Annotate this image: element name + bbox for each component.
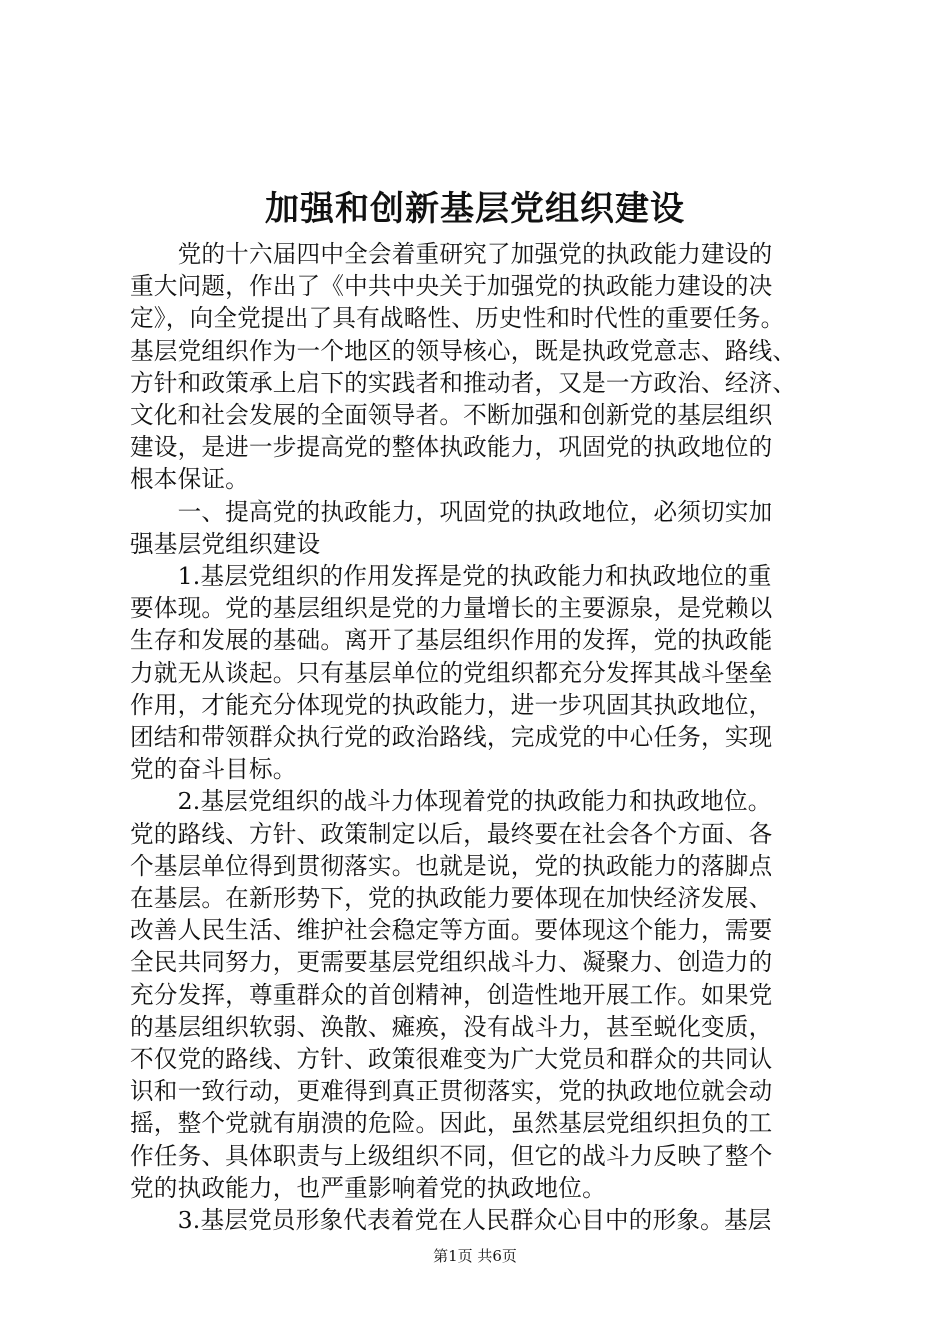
text-line: 3.基层党员形象代表着党在人民群众心目中的形象。基层 (130, 1206, 772, 1234)
text-line: 不仅党的路线、方针、政策很难变为广大党员和群众的共同认 (130, 1045, 773, 1073)
text-line: 党的路线、方针、政策制定以后，最终要在社会各个方面、各 (130, 819, 773, 848)
text-line: 定》，向全党提出了具有战略性、历史性和时代性的重要任务。 (130, 304, 785, 333)
text-line: 2.基层党组织的战斗力体现着党的执政能力和执政地位。 (130, 787, 772, 816)
text-line: 建设，是进一步提高党的整体执政能力，巩固党的执政地位的 (130, 433, 773, 462)
text-line: 根本保证。 (130, 465, 249, 494)
text-line: 作任务、具体职责与上级组织不同，但它的战斗力反映了整个 (130, 1141, 773, 1170)
text-line: 党的十六届四中全会着重研究了加强党的执政能力建设的 (130, 240, 773, 268)
text-line: 党的执政能力，也严重影响着党的执政地位。 (130, 1173, 606, 1202)
text-line: 1.基层党组织的作用发挥是党的执政能力和执政地位的重 (130, 562, 772, 590)
text-line: 团结和带领群众执行党的政治路线，完成党的中心任务，实现 (130, 723, 773, 751)
text-line: 要体现。党的基层组织是党的力量增长的主要源泉，是党赖以 (130, 594, 773, 623)
text-line: 个基层单位得到贯彻落实。也就是说，党的执政能力的落脚点 (130, 851, 773, 880)
text-line: 生存和发展的基础。离开了基层组织作用的发挥，党的执政能 (130, 626, 773, 655)
text-line: 力就无从谈起。只有基层单位的党组织都充分发挥其战斗堡垒 (130, 658, 773, 687)
text-line: 改善人民生活、维护社会稳定等方面。要体现这个能力，需要 (130, 916, 773, 945)
text-line: 党的奋斗目标。 (130, 755, 297, 784)
text-line: 强基层党组织建设 (130, 529, 321, 558)
text-line: 在基层。在新形势下，党的执政能力要体现在加快经济发展、 (130, 884, 773, 912)
text-line: 作用，才能充分体现党的执政能力，进一步巩固其执政地位， (130, 690, 773, 719)
text-line: 识和一致行动，更难得到真正贯彻落实，党的执政地位就会动 (130, 1077, 773, 1106)
page-footer: 第1页 共6页 (433, 1247, 517, 1265)
text-line: 全民共同努力，更需要基层党组织战斗力、凝聚力、创造力的 (130, 948, 773, 977)
text-line: 充分发挥，尊重群众的首创精神，创造性地开展工作。如果党 (130, 980, 773, 1009)
text-line: 重大问题，作出了《中共中央关于加强党的执政能力建设的决 (130, 272, 773, 301)
text-line: 一、提高党的执政能力，巩固党的执政地位，必须切实加 (130, 497, 773, 526)
text-line: 基层党组织作为一个地区的领导核心，既是执政党意志、路线、 (130, 336, 797, 365)
text-line: 摇，整个党就有崩溃的危险。因此，虽然基层党组织担负的工 (130, 1109, 773, 1138)
text-line: 文化和社会发展的全面领导者。不断加强和创新党的基层组织 (130, 401, 773, 429)
document-title: 加强和创新基层党组织建设 (265, 189, 685, 229)
text-line: 方针和政策承上启下的实践者和推动者，又是一方政治、经济、 (130, 368, 797, 397)
text-line: 的基层组织软弱、涣散、瘫痪，没有战斗力，甚至蜕化变质， (130, 1012, 773, 1041)
